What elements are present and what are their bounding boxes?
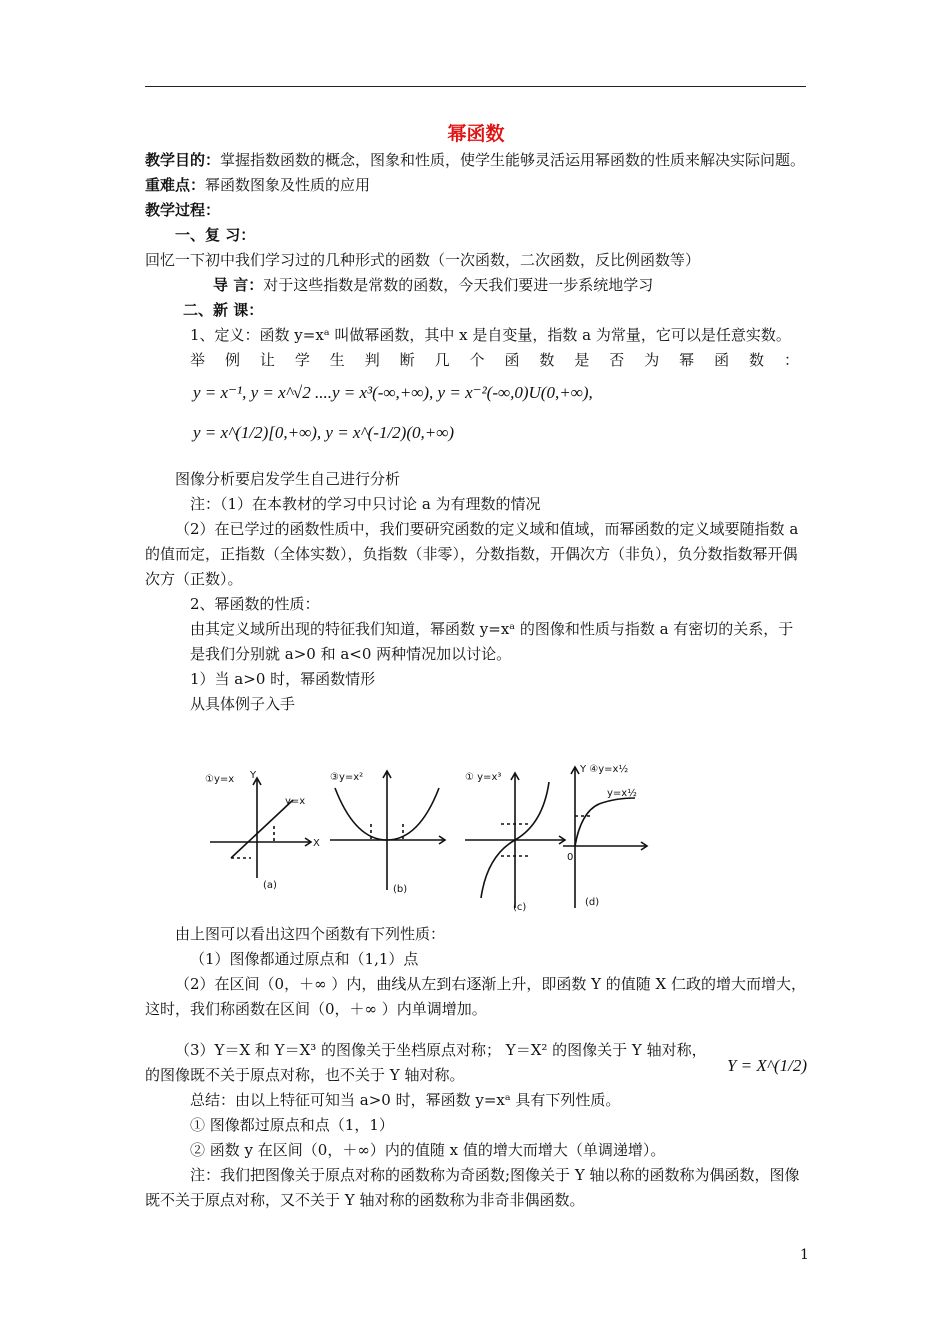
tag-b: (b) [393,884,408,895]
caption-a: ①y=x [205,774,235,785]
def-text: 1、定义：函数 y=xᵃ 叫做幂函数，其中 x 是自变量，指数 a 为常量，它可以是任意实数。 [190,326,791,344]
page-number: 1 [800,1247,809,1263]
prop-intro-text: 由其定义域所出现的特征我们知道，幂函数 y=xᵃ 的图像和性质与指数 a 有密切的关系，于是我们分别就 a>0 和 a<0 两种情况加以讨论。 [190,620,794,663]
intro-label: 导 言： [213,276,264,294]
case-1-sub: 从具体例子入手 [190,695,296,713]
note-2: （2）在已学过的函数性质中，我们要研究函数的定义域和值域，而幂函数的定义域要随指数 a 的值而定，正指数（全体实数），负指数（非零），分数指数，开偶次方（非负），负分数指数幂开偶次方（正数）。 [145,520,799,588]
document-body-2 [145,922,807,1213]
header-rule [145,86,806,87]
review-text: 回忆一下初中我们学习过的几种形式的函数（一次函数，二次函数，反比例函数等） [145,251,701,269]
key-paragraph [145,173,807,198]
page-title: 幂函数 [447,123,505,145]
review-paragraph [145,223,807,273]
example-text: 举 例 让 学 生 判 断 几 个 函 数 是 否 为 幂 函 数 ： [190,351,799,369]
math-line-1: y = x⁻¹, y = x^√2 ....y = x³(-∞,+∞), y = x⁻²(-∞,0)U(0,+∞), [193,383,593,402]
document-body [145,120,807,717]
property-2: （2）在区间（0，＋∞ ）内，曲线从左到右逐渐上升，即函数 Y 的值随 X 仁政的增大而增大，这时，我们称函数在区间（0，＋∞ ）内单调增加。 [145,975,807,1018]
caption-b: ③y=x² [330,772,364,783]
graph-a [210,778,311,878]
tag-d: (d) [585,897,600,908]
tag-a: (a) [263,880,277,891]
label-a: y=x [285,796,306,807]
summary-2: ② 函数 y 在区间（0，＋∞）内的值随 x 值的增大而增大（单调递增）。 [190,1141,666,1159]
key-label: 重难点： [145,176,206,194]
new-label: 二、新 课： [183,301,264,319]
process-label: 教学过程： [145,201,221,219]
power-function-graphs [195,760,665,915]
aim-paragraph [145,148,807,173]
label-d: y=x½ [607,788,637,799]
aim-text: 掌握指数函数的概念，图象和性质，使学生能够灵活运用幂函数的性质来解决实际问题。 [220,151,806,169]
graph-c [465,773,565,908]
tag-c: (c) [513,902,527,913]
intro-paragraph [145,273,807,298]
prop-heading: 2、幂函数的性质： [190,595,320,613]
origin-d: 0 [567,852,574,863]
summary: 总结：由以上特征可知当 a>0 时，幂函数 y=xᵃ 具有下列性质。 [190,1091,621,1109]
aim-label: 教学目的： [145,151,221,169]
case-1: 1）当 a>0 时，幂函数情形 [190,670,376,688]
note-final: 注：我们把图像关于原点对称的函数称为奇函数;图像关于 Y 轴以称的函数称为偶函数，图像既不关于原点对称，又不关于 Y 轴对称的函数称为非奇非偶函数。 [145,1166,800,1209]
property-3-text: （3）Y＝X 和 Y＝X³ 的图像关于坐档原点对称； Y＝X² 的图像关于 Y 轴对称， [175,1041,707,1059]
summary-1: ① 图像都过原点和点（1，1） [190,1116,394,1134]
intro-text: 对于这些指数是常数的函数，今天我们要进一步系统地学习 [263,276,654,294]
analysis-text: 图像分析要启发学生自己进行分析 [175,470,401,488]
graph-b [330,771,445,890]
spacer [145,1022,807,1038]
property-3-math: Y = X^(1/2) [726,1056,807,1075]
prop-intro [145,617,807,667]
review-label: 一、复 习： [175,226,256,244]
property-1: （1）图像都通过原点和（1,1）点 [190,950,419,968]
caption-d: Y ④y=x½ [580,764,629,775]
axis-x-a: X [313,838,320,849]
caption-c: ① y=x³ [465,772,502,783]
math-line-2: y = x^(1/2)[0,+∞), y = x^(-1/2)(0,+∞) [193,423,455,442]
after-figure: 由上图可以看出这四个函数有下列性质： [175,925,446,943]
property-3b: 的图像既不关于原点对称，也不关于 Y 轴对称。 [145,1066,465,1084]
note-1: 注：（1）在本教材的学习中只讨论 a 为有理数的情况 [190,495,541,513]
axis-y-a: Y [250,770,257,781]
key-text: 幂函数图象及性质的应用 [205,176,371,194]
